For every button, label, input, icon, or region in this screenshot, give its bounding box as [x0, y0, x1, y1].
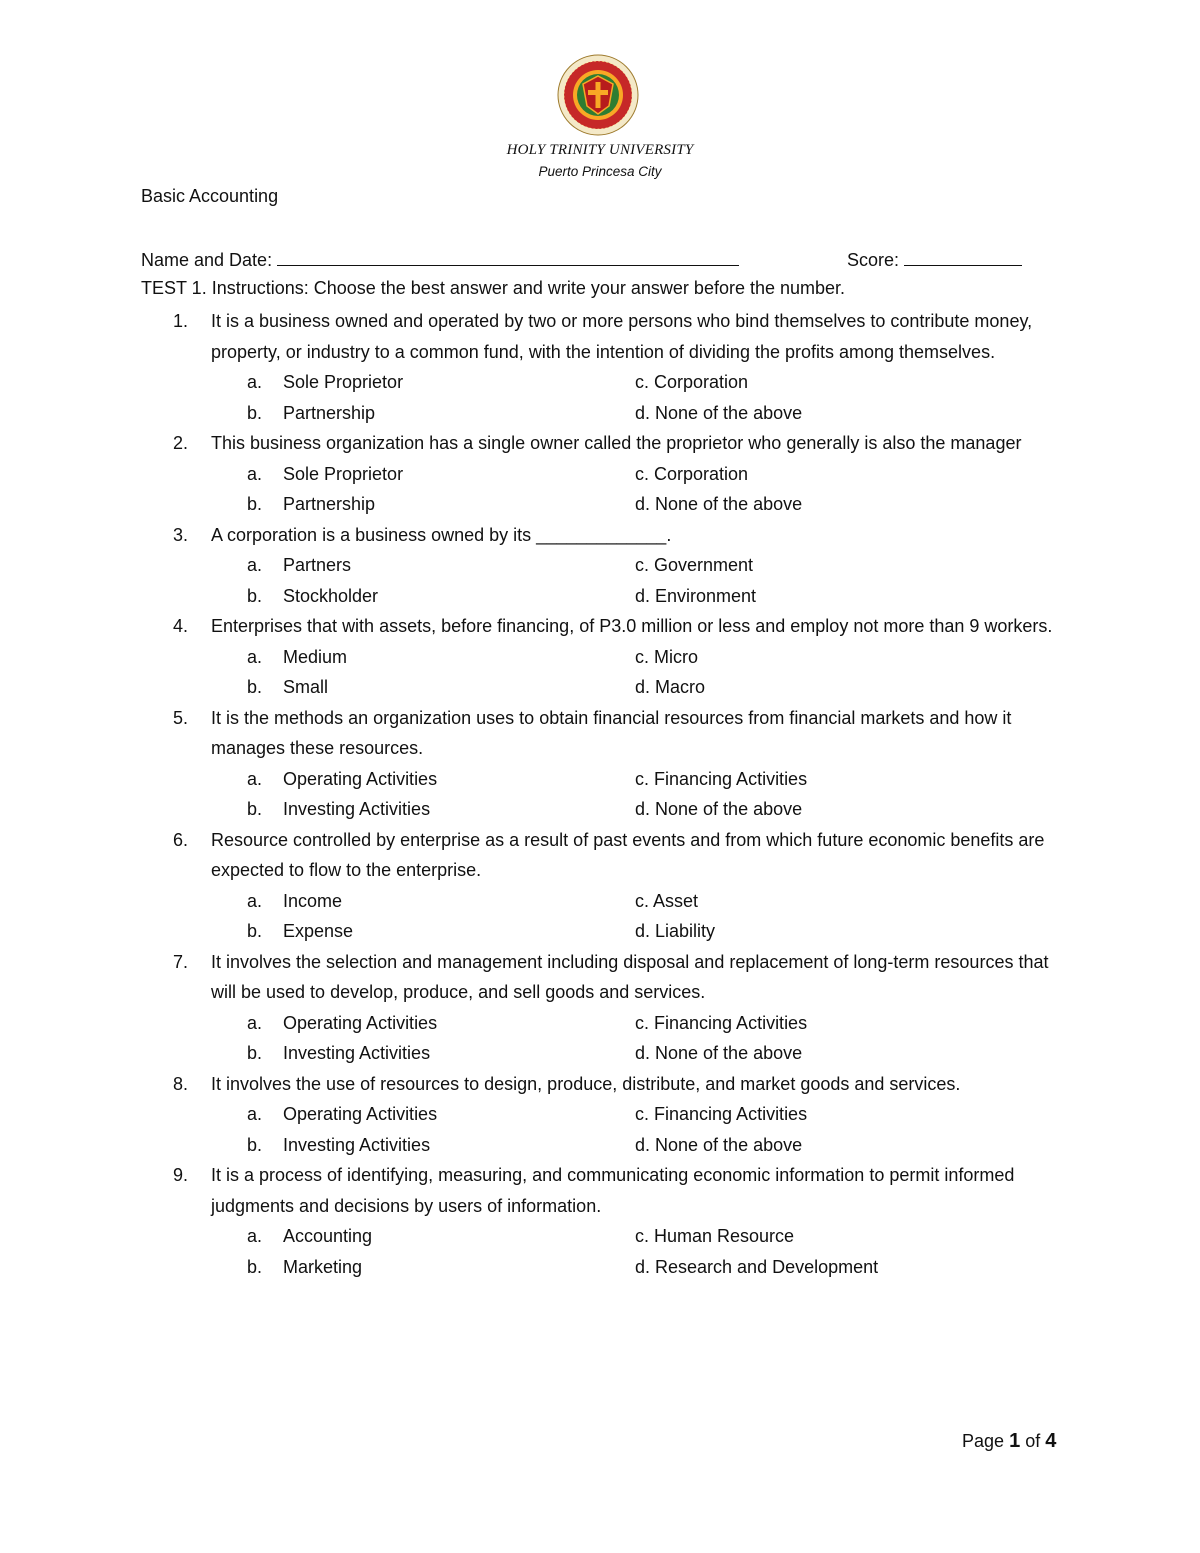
choice-letter-a: a. — [247, 1104, 263, 1124]
question-item — [0, 703, 1200, 825]
question-number: 1. — [173, 311, 189, 331]
question-number: 3. — [173, 524, 189, 545]
score-line — [847, 247, 1022, 271]
choice-c: c. Human Resource — [635, 1226, 795, 1246]
question-stem — [0, 428, 1200, 459]
question-number: 9. — [173, 1165, 189, 1185]
choice-d: d. None of the above — [635, 799, 803, 819]
question-stem — [0, 611, 1200, 642]
question-item — [0, 947, 1200, 1069]
choice-row-1 — [0, 764, 1200, 795]
choice-row-2 — [0, 1038, 1200, 1069]
score-blank[interactable] — [904, 247, 1022, 266]
name-date-label: Name and Date: — [141, 250, 273, 270]
choice-row-2 — [0, 672, 1200, 703]
choice-d: d. None of the above — [635, 402, 803, 423]
choice-c: c. Micro — [635, 646, 698, 667]
choice-a: Operating Activities — [283, 768, 438, 789]
question-text: Resource controlled by enterprise as a result of past events and from which future economic benefits are expected to flow to the enterprise. — [211, 829, 1045, 880]
choice-letter-b: b. — [247, 921, 263, 941]
choice-a: Accounting — [283, 1226, 373, 1246]
choice-letter-a: a. — [247, 463, 263, 484]
choice-a: Sole Proprietor — [283, 372, 404, 392]
university-city: Puerto Princesa City — [538, 164, 662, 179]
score-label: Score: — [847, 250, 900, 270]
choice-c: c. Corporation — [635, 463, 749, 484]
university-name: HOLY TRINITY UNIVERSITY — [506, 142, 694, 158]
question-item — [0, 428, 1200, 520]
choice-letter-b: b. — [247, 1134, 263, 1155]
choice-letter-b: b. — [247, 1043, 263, 1063]
test-instructions: TEST 1. Instructions: Choose the best answer and write your answer before the number. — [141, 278, 846, 298]
choice-c: c. Government — [635, 555, 754, 575]
choice-a: Partners — [283, 555, 352, 575]
question-number: 4. — [173, 616, 189, 636]
choice-c: c. Financing Activities — [635, 1012, 808, 1033]
choice-d: d. None of the above — [635, 1043, 803, 1063]
choice-row-2 — [0, 398, 1200, 429]
choice-a: Operating Activities — [283, 1104, 438, 1124]
question-stem — [0, 520, 1200, 551]
question-stem — [0, 306, 1200, 367]
choice-row-1 — [0, 642, 1200, 673]
choice-d: d. Environment — [635, 585, 757, 606]
total-pages: 4 — [1045, 1430, 1057, 1452]
question-item — [0, 1069, 1200, 1161]
choice-row-2 — [0, 916, 1200, 947]
current-page: 1 — [1009, 1430, 1021, 1452]
question-text: It is a process of identifying, measuring, and communicating economic information to permit informed judgments and decisions by users of information. — [211, 1165, 1015, 1216]
question-text: It involves the use of resources to design, produce, distribute, and market goods and services. — [211, 1073, 961, 1094]
name-date-blank[interactable] — [277, 247, 739, 266]
choice-row-2 — [0, 489, 1200, 520]
question-text: It involves the selection and management including disposal and replacement of long-term resources that will be used to develop, produce, and sell goods and services. — [211, 951, 1049, 1002]
choice-letter-a: a. — [247, 646, 263, 667]
choice-b: Partnership — [283, 494, 376, 514]
question-item — [0, 306, 1200, 428]
choice-a: Medium — [283, 646, 348, 667]
name-date-line — [141, 247, 739, 271]
choice-letter-b: b. — [247, 677, 263, 697]
choice-row-1 — [0, 459, 1200, 490]
choice-d: d. Liability — [635, 921, 716, 941]
of-word: of — [1025, 1431, 1041, 1451]
choice-row-2 — [0, 1252, 1200, 1283]
choice-d: d. None of the above — [635, 1134, 803, 1155]
choice-b: Expense — [283, 921, 354, 941]
choice-row-1 — [0, 367, 1200, 398]
university-seal-logo — [557, 54, 639, 136]
choice-b: Investing Activities — [283, 1043, 431, 1063]
question-stem — [0, 1069, 1200, 1100]
page-word: Page — [962, 1431, 1005, 1451]
choice-d: d. Macro — [635, 677, 706, 697]
choice-row-1 — [0, 1008, 1200, 1039]
choice-row-2 — [0, 581, 1200, 612]
choice-row-1 — [0, 550, 1200, 581]
choice-letter-a: a. — [247, 890, 263, 911]
choice-d: d. None of the above — [635, 494, 803, 514]
choice-letter-b: b. — [247, 799, 263, 819]
question-number: 8. — [173, 1073, 189, 1094]
choice-b: Stockholder — [283, 585, 379, 606]
choice-b: Small — [283, 677, 329, 697]
question-item — [0, 611, 1200, 703]
choice-row-1 — [0, 886, 1200, 917]
choice-letter-a: a. — [247, 768, 263, 789]
choice-letter-b: b. — [247, 585, 263, 606]
subject-title: Basic Accounting — [141, 186, 279, 206]
question-stem — [0, 1160, 1200, 1221]
question-text: A corporation is a business owned by its _____________. — [211, 524, 672, 545]
choice-b: Partnership — [283, 402, 376, 423]
choice-row-2 — [0, 1130, 1200, 1161]
choice-c: c. Asset — [635, 890, 699, 911]
choice-b: Marketing — [283, 1256, 363, 1277]
question-stem — [0, 825, 1200, 886]
question-list — [0, 306, 1200, 1282]
choice-a: Operating Activities — [283, 1012, 438, 1033]
choice-a: Sole Proprietor — [283, 463, 404, 484]
question-text: This business organization has a single owner called the proprietor who generally is also the manager — [211, 433, 1022, 453]
choice-letter-a: a. — [247, 555, 263, 575]
question-stem — [0, 703, 1200, 764]
question-number: 5. — [173, 707, 189, 728]
choice-row-1 — [0, 1099, 1200, 1130]
choice-row-2 — [0, 794, 1200, 825]
choice-a: Income — [283, 890, 343, 911]
choice-d: d. Research and Development — [635, 1256, 879, 1277]
question-stem — [0, 947, 1200, 1008]
choice-c: c. Financing Activities — [635, 768, 808, 789]
choice-b: Investing Activities — [283, 799, 431, 819]
choice-letter-b: b. — [247, 494, 263, 514]
question-item — [0, 520, 1200, 612]
page-footer — [962, 1430, 1056, 1453]
question-text: It is the methods an organization uses to obtain financial resources from financial markets and how it manages these resources. — [211, 707, 1012, 758]
question-number: 2. — [173, 433, 189, 453]
question-item — [0, 825, 1200, 947]
choice-letter-b: b. — [247, 402, 263, 423]
choice-letter-a: a. — [247, 1012, 263, 1033]
choice-b: Investing Activities — [283, 1134, 431, 1155]
question-number: 7. — [173, 951, 189, 972]
question-text: It is a business owned and operated by two or more persons who bind themselves to contribute money, property, or industry to a common fund, with the intention of dividing the profits among themselves. — [211, 311, 1033, 362]
choice-c: c. Financing Activities — [635, 1104, 808, 1124]
question-text: Enterprises that with assets, before financing, of P3.0 million or less and employ not more than 9 workers. — [211, 616, 1053, 636]
choice-c: c. Corporation — [635, 372, 749, 392]
choice-row-1 — [0, 1221, 1200, 1252]
choice-letter-b: b. — [247, 1256, 263, 1277]
question-number: 6. — [173, 829, 189, 850]
question-item — [0, 1160, 1200, 1282]
choice-letter-a: a. — [247, 372, 263, 392]
choice-letter-a: a. — [247, 1226, 263, 1246]
